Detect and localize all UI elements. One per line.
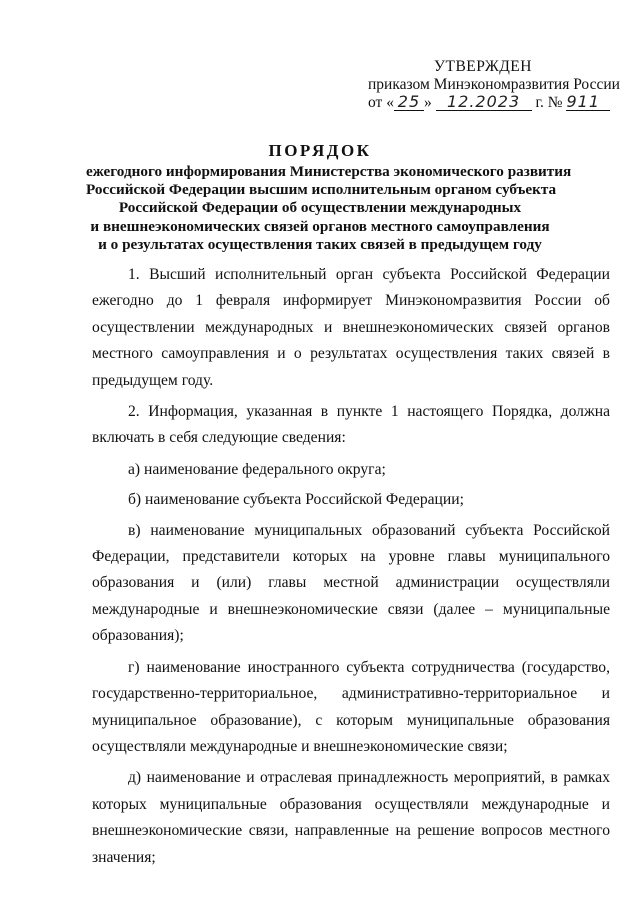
approval-order-line: приказом Минэкономразвития России — [368, 76, 620, 93]
approval-stamp — [368, 58, 618, 112]
document-body — [92, 262, 610, 876]
heading-line: Российской Федерации об осуществлении международных — [118, 199, 522, 217]
approval-day: 25 — [394, 94, 424, 111]
heading-line: Российской Федерации высшим исполнительным органом субъекта — [86, 181, 557, 199]
item-b: б) наименование субъекта Российской Федерации; — [128, 491, 464, 509]
approval-date-line — [368, 94, 618, 112]
document-heading — [86, 141, 572, 254]
paragraph-2: 2. Информация, указанная в пункте 1 настоящего Порядка, должна включать в себя следующие сведения: — [92, 403, 610, 447]
approval-number-label: г. № — [535, 94, 563, 111]
approval-close-quote: » — [423, 94, 432, 111]
heading-line: и о результатах осуществления таких связей в предыдущем году — [98, 235, 542, 253]
approval-date: 12.2023 — [436, 94, 532, 111]
heading-line: и внешнеэкономических связей органов местного самоуправления — [90, 217, 550, 235]
item-g: г) наименование иностранного субъекта сотрудничества (государство, государственно-территориальное, административно-территориальное и муниципальное образование), с которым муниципальные образования осуществляли международные и внешнеэкономические связи; — [92, 658, 610, 755]
approval-number: 911 — [566, 94, 610, 111]
document-title: ПОРЯДОК — [268, 141, 372, 160]
heading-line: ежегодного информирования Министерства экономического развития — [86, 163, 572, 180]
item-v: в) наименование муниципальных образований субъекта Российской Федерации, представители которых на уровне главы муниципального образования и (или) главы местной администрации осуществляли международные и внешнеэкономические связи (далее – муниципальные образования); — [92, 521, 610, 645]
item-d: д) наименование и отраслевая принадлежность мероприятий, в рамках которых муниципальные образования осуществляли международные и внешнеэкономические связи, направленные на решение вопросов местного значения; — [92, 769, 610, 866]
item-a: а) наименование федерального округа; — [128, 460, 386, 478]
approval-from-label: от « — [368, 94, 394, 111]
paragraph-1: 1. Высший исполнительный орган субъекта Российской Федерации ежегодно до 1 февраля информирует Минэкономразвития России об осуществлении международных и внешнеэкономических связей органов местного самоуправления и о результатах осуществления таких связей в предыдущем году. — [92, 266, 610, 389]
approval-title: УТВЕРЖДЕН — [434, 58, 532, 75]
